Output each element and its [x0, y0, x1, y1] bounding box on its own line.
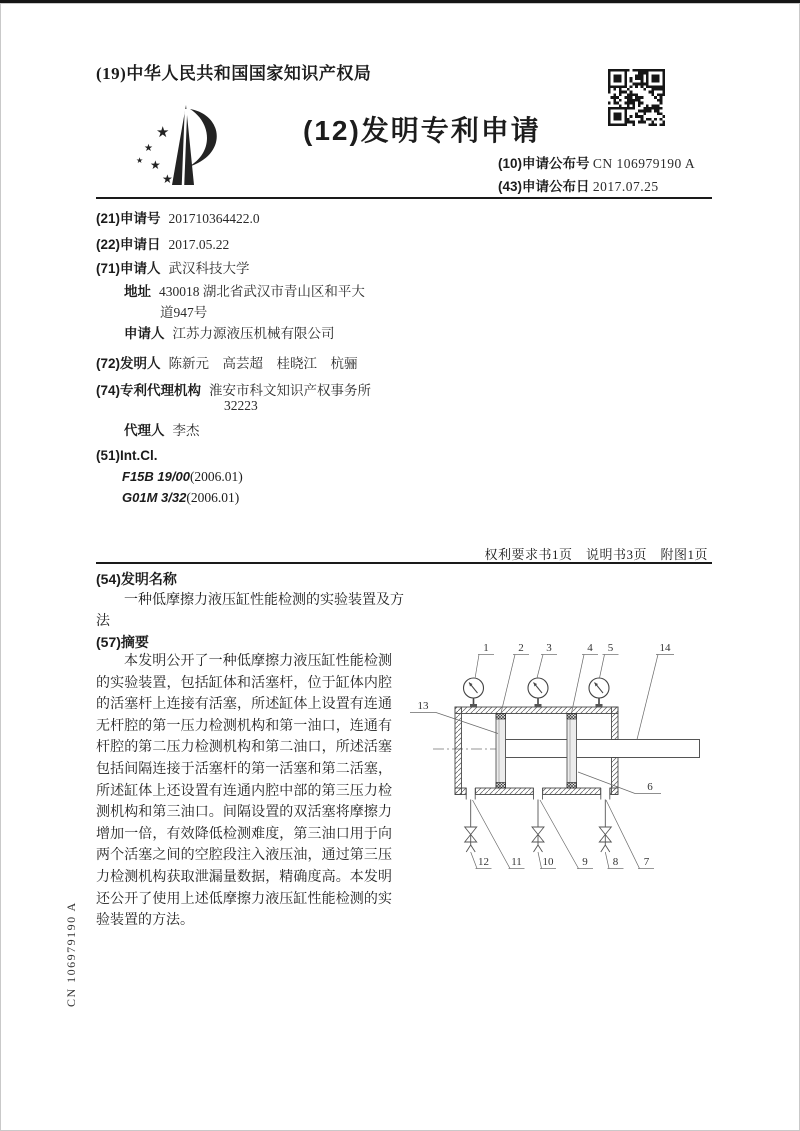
- callout-12: 12: [478, 856, 489, 868]
- pressure-gauge-icon: [589, 678, 609, 707]
- field-code: (74): [96, 383, 121, 398]
- application-number-row: [96, 207, 260, 227]
- abstract-heading: (57)摘要: [96, 634, 149, 650]
- field-value: 陈新元 高芸超 桂晓江 杭骊: [168, 356, 358, 371]
- qr-code: [608, 69, 665, 126]
- callout-9: 9: [582, 856, 588, 868]
- logo-star: ★: [150, 158, 161, 172]
- pressure-gauge-icon: [528, 678, 548, 707]
- patent-office-name: (19)中华人民共和国国家知识产权局: [96, 64, 372, 83]
- field-code: (51): [96, 448, 121, 463]
- classification-code: F15B 19/00: [122, 469, 190, 484]
- publication-date-value: 2017.07.25: [592, 179, 659, 194]
- inventors-row: [96, 352, 358, 372]
- publication-number-line: [498, 152, 695, 172]
- pressure-gauge-icon: [464, 678, 484, 707]
- sipo-logo-icon: [128, 99, 254, 193]
- oil-port-and-valve: [465, 788, 477, 852]
- invention-title: 一种低摩擦力液压缸性能检测的实验装置及方法: [96, 593, 404, 629]
- field-value: 2017.05.22: [168, 237, 230, 252]
- piston-1: [496, 714, 506, 789]
- callout-7: 7: [643, 856, 650, 868]
- field-label: 专利代理机构: [120, 383, 202, 398]
- field-label: 申请人: [124, 326, 165, 341]
- classification-code: G01M 3/32: [122, 490, 187, 505]
- patent-figure: [398, 621, 800, 896]
- logo-star: ★: [144, 143, 153, 154]
- logo-star: ★: [156, 125, 170, 141]
- field-value: 32223: [224, 398, 258, 413]
- callout-3: 3: [546, 642, 552, 654]
- callout-13: 13: [417, 700, 429, 712]
- pages-summary: 权利要求书1页 说明书3页 附图1页: [484, 547, 708, 562]
- section-divider: [96, 562, 712, 564]
- callout-8: 8: [612, 856, 619, 868]
- co-applicant-row: [124, 322, 335, 342]
- callout-4: 4: [587, 642, 593, 654]
- int-cl-entry: [122, 469, 243, 485]
- field-code: (72): [96, 356, 121, 371]
- callout-14: 14: [659, 642, 671, 654]
- classification-version: (2006.01): [186, 490, 240, 505]
- logo-star: ★: [162, 172, 173, 186]
- oil-port-and-valve: [532, 788, 544, 852]
- field-value: 江苏力源液压机械有限公司: [172, 326, 335, 341]
- field-value: 李杰: [172, 423, 200, 438]
- header-divider: [96, 197, 712, 199]
- field-value: 道947号: [160, 305, 208, 320]
- callout-10: 10: [542, 856, 554, 868]
- classification-version: (2006.01): [189, 469, 243, 484]
- document-kind-title: (12)发明专利申请: [303, 115, 541, 146]
- abstract-text: 本发明公开了一种低摩擦力液压缸性能检测的实验装置，包括缸体和活塞杆，位于缸体内腔的活塞杆上连接有活塞，所述缸体上设置有连通无杆腔的第一压力检测机构和第一油口，连通有杆腔的第二压力检测机构和第二油口，所述活塞包括间隔连接于活塞杆的第一活塞和第二活塞，所述缸体上还设置有连通内腔中部的第三压力检测机构和第三油口。间隔设置的双活塞将摩擦力增加一倍，有效降低检测难度，第三油口用于向两个活塞之间的空腔段注入液压油，通过第三压力检测机构获取泄漏量数据，精确度高。本发明还公开了使用上述低摩擦力液压缸性能检测的实验装置的方法。: [96, 654, 392, 929]
- field-value: 201710364422.0: [168, 211, 260, 226]
- publication-number-value: CN 106979190 A: [592, 156, 696, 171]
- invention-title-heading: (54)发明名称: [96, 571, 177, 587]
- field-value: 淮安市科文知识产权事务所: [209, 383, 372, 398]
- int-cl-row: [96, 448, 166, 464]
- field-label: 地址: [124, 284, 151, 299]
- publication-number-label: (10)申请公布号: [498, 156, 590, 171]
- field-code: (71): [96, 261, 121, 276]
- side-publication-code: CN 106979190 A: [64, 901, 78, 1007]
- field-label: 申请号: [120, 211, 161, 226]
- field-code: (21): [96, 211, 121, 226]
- applicant-row: [96, 257, 250, 277]
- agency-code-row: [224, 398, 258, 414]
- callout-11: 11: [511, 856, 522, 868]
- field-value: 武汉科技大学: [168, 261, 250, 276]
- piston-seal: [496, 783, 506, 789]
- piston-seal: [567, 714, 577, 720]
- field-label: Int.Cl.: [120, 448, 158, 463]
- applicant-address-row: [124, 280, 365, 300]
- logo-star: ★: [136, 156, 144, 165]
- field-code: (22): [96, 237, 121, 252]
- oil-port-and-valve: [599, 788, 611, 852]
- callout-2: 2: [518, 642, 524, 654]
- publication-date-line: [498, 175, 659, 195]
- callout-1: 1: [483, 642, 489, 654]
- field-label: 申请人: [120, 261, 161, 276]
- application-date-row: [96, 233, 229, 253]
- callout-6: 6: [647, 781, 653, 793]
- agency-row: [96, 379, 371, 399]
- applicant-address-row-2: [160, 301, 207, 321]
- piston-rod: [506, 740, 700, 758]
- field-label: 发明人: [120, 356, 161, 371]
- field-value: 430018 湖北省武汉市青山区和平大: [159, 284, 365, 299]
- callout-5: 5: [607, 642, 614, 654]
- piston-seal: [496, 714, 506, 720]
- agent-row: [124, 419, 200, 439]
- field-label: 申请日: [120, 237, 161, 252]
- int-cl-entry: [122, 490, 239, 506]
- piston-2: [567, 714, 577, 789]
- field-label: 代理人: [124, 423, 165, 438]
- publication-date-label: (43)申请公布日: [498, 179, 590, 194]
- piston-seal: [567, 783, 577, 789]
